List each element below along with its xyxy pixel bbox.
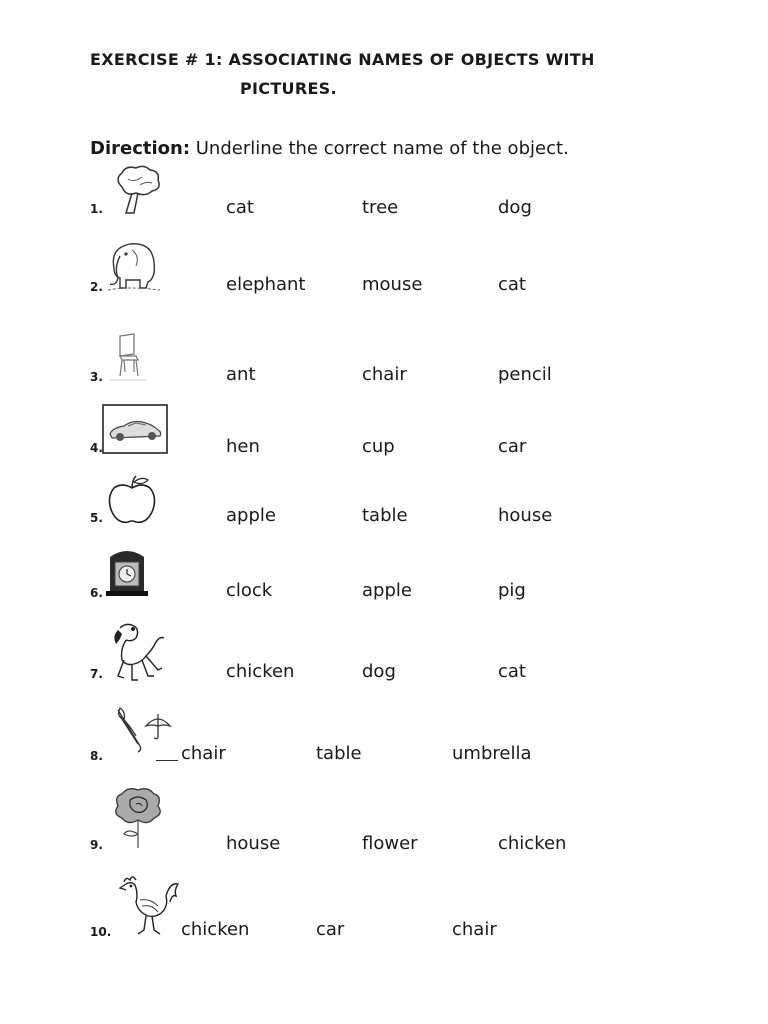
option[interactable]: cat [498, 661, 526, 682]
option[interactable]: pencil [498, 364, 552, 385]
option[interactable]: hen [226, 436, 260, 457]
chair-icon [106, 330, 156, 382]
rooster-icon [114, 872, 182, 940]
option[interactable]: flower [362, 833, 418, 854]
option[interactable]: dog [498, 197, 532, 218]
option[interactable]: cup [362, 436, 395, 457]
option[interactable]: apple [362, 580, 412, 601]
option[interactable]: house [498, 505, 553, 526]
item-number: 5. [90, 511, 103, 525]
elephant-icon [106, 238, 162, 292]
item-number: 1. [90, 202, 103, 216]
item-number: 3. [90, 370, 103, 384]
option[interactable]: apple [226, 505, 276, 526]
item-number: 2. [90, 280, 103, 294]
option[interactable]: elephant [226, 274, 306, 295]
option[interactable]: table [362, 505, 408, 526]
option[interactable]: chicken [181, 919, 250, 940]
item-number: 9. [90, 838, 103, 852]
option[interactable]: car [316, 919, 345, 940]
option[interactable]: chair [452, 919, 497, 940]
exercise-title-line2: PICTURES. [240, 79, 337, 98]
option[interactable]: pig [498, 580, 526, 601]
direction-line [90, 138, 569, 159]
apple-icon [104, 474, 164, 526]
underline-blank [156, 760, 178, 761]
option[interactable]: clock [226, 580, 273, 601]
option[interactable]: cat [498, 274, 526, 295]
flower-icon [106, 782, 170, 850]
option[interactable]: dog [362, 661, 396, 682]
option[interactable]: ant [226, 364, 256, 385]
item-number: 4. [90, 441, 103, 455]
option[interactable]: cat [226, 197, 254, 218]
option[interactable]: table [316, 743, 362, 764]
dog-icon [106, 620, 168, 684]
option[interactable]: mouse [362, 274, 423, 295]
option[interactable]: house [226, 833, 281, 854]
item-number: 10. [90, 925, 112, 939]
option[interactable]: tree [362, 197, 399, 218]
item-number: 8. [90, 749, 103, 763]
car-icon [102, 404, 168, 454]
clock-icon [104, 545, 150, 597]
direction-text: Underline the correct name of the object. [190, 138, 569, 159]
tree-icon [112, 165, 162, 217]
exercise-title-line1: EXERCISE # 1: ASSOCIATING NAMES OF OBJECTS WITH [90, 50, 595, 69]
option[interactable]: car [498, 436, 527, 457]
item-number: 6. [90, 586, 103, 600]
option[interactable]: chicken [498, 833, 567, 854]
option[interactable]: chair [181, 743, 226, 764]
direction-label: Direction: [90, 138, 191, 159]
umbrella-icon [114, 706, 174, 756]
option[interactable]: chair [362, 364, 407, 385]
option[interactable]: chicken [226, 661, 295, 682]
option[interactable]: umbrella [452, 743, 532, 764]
item-number: 7. [90, 667, 103, 681]
